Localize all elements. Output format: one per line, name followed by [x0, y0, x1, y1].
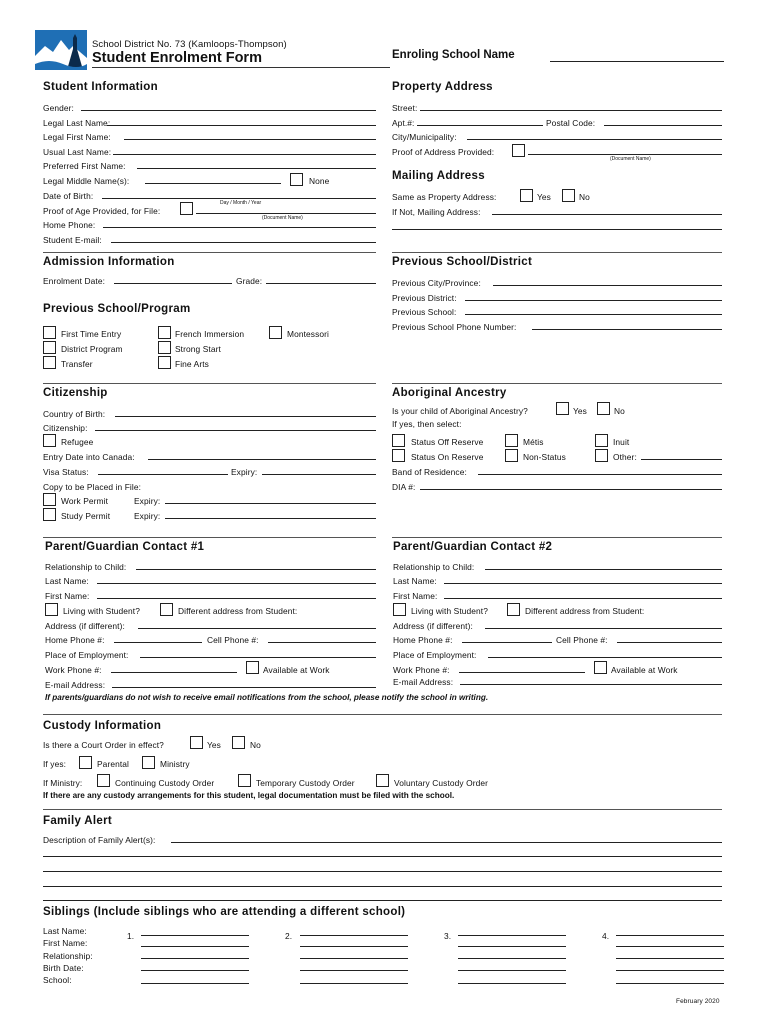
g1-different-label: Different address from Student:: [178, 606, 298, 616]
g2-work-label: Work Phone #:: [393, 665, 450, 675]
citizenship-rule: [43, 383, 376, 384]
proof-age-doc-hint: (Document Name): [262, 215, 303, 221]
grade-label: Grade:: [236, 276, 263, 286]
g1-available-label: Available at Work: [263, 665, 330, 675]
g1-cell-label: Cell Phone #:: [207, 635, 259, 645]
g1-home-label: Home Phone #:: [45, 635, 105, 645]
fine-arts-label: Fine Arts: [175, 359, 209, 369]
g1-available-checkbox[interactable]: [246, 661, 259, 674]
family-alert-line-1[interactable]: [171, 842, 722, 843]
g1-address-label: Address (if different):: [45, 621, 125, 631]
strong-start-label: Strong Start: [175, 344, 221, 354]
custody-rule: [43, 714, 722, 715]
study-permit-label: Study Permit: [61, 511, 111, 521]
prev-city-label: Previous City/Province:: [392, 278, 481, 288]
mailing-address-field[interactable]: [492, 214, 722, 215]
g1-work-field[interactable]: [111, 672, 237, 673]
postal-field[interactable]: [604, 125, 722, 126]
voluntary-checkbox[interactable]: [376, 774, 389, 787]
g1-relationship-field[interactable]: [136, 569, 376, 570]
title-rule: [92, 67, 390, 68]
other-field[interactable]: [641, 459, 722, 460]
g2-work-field[interactable]: [459, 672, 585, 673]
admission-title: Admission Information: [43, 256, 175, 268]
none-label: None: [309, 176, 330, 186]
aboriginal-rule: [392, 383, 722, 384]
sib-last-label: Last Name:: [43, 926, 87, 936]
aboriginal-no-checkbox[interactable]: [597, 402, 610, 415]
sib-3-school[interactable]: [458, 983, 566, 984]
sib-3-relationship[interactable]: [458, 958, 566, 959]
custody-if-yes-label: If yes:: [43, 759, 67, 769]
legal-last-label: Legal Last Name:: [43, 118, 111, 128]
street-label: Street:: [392, 103, 418, 113]
proof-address-checkbox[interactable]: [512, 144, 525, 157]
legal-middle-field[interactable]: [145, 183, 281, 184]
proof-address-doc-hint: (Document Name): [610, 156, 651, 162]
g2-different-label: Different address from Student:: [525, 606, 645, 616]
sib-1-relationship[interactable]: [141, 958, 249, 959]
entry-date-label: Entry Date into Canada:: [43, 452, 135, 462]
sib-school-label: School:: [43, 975, 72, 985]
french-checkbox[interactable]: [158, 326, 171, 339]
country-field[interactable]: [115, 416, 376, 417]
custody-legal-note: If there are any custody arrangements for this student, legal documentation must be filed with the school.: [43, 791, 455, 800]
proof-address-label: Proof of Address Provided:: [392, 147, 495, 157]
city-label: City/Municipality:: [392, 132, 457, 142]
student-email-label: Student E-mail:: [43, 235, 102, 245]
work-expiry-label: Expiry:: [134, 496, 161, 506]
email-notification-note: If parents/guardians do not wish to receive email notifications from the school, please notify the school in writing.: [45, 693, 489, 702]
sib-4-number: 4.: [602, 931, 610, 941]
dob-field[interactable]: [102, 198, 376, 199]
if-not-label: If Not, Mailing Address:: [392, 207, 481, 217]
family-alert-line-5[interactable]: [43, 900, 722, 901]
voluntary-label: Voluntary Custody Order: [394, 778, 489, 788]
legal-last-field[interactable]: [107, 125, 376, 126]
strong-start-checkbox[interactable]: [158, 341, 171, 354]
ministry-label: Ministry: [160, 759, 190, 769]
copy-label: Copy to be Placed in File:: [43, 482, 142, 492]
aboriginal-title: Aboriginal Ancestry: [392, 387, 507, 399]
proof-age-label: Proof of Age Provided, for File:: [43, 206, 161, 216]
sib-3-birth[interactable]: [458, 970, 566, 971]
g2-living-label: Living with Student?: [411, 606, 488, 616]
g1-first-label: First Name:: [45, 591, 90, 601]
g2-home-label: Home Phone #:: [393, 635, 453, 645]
sib-4-birth[interactable]: [616, 970, 724, 971]
district-logo: [35, 30, 87, 70]
metis-label: Métis: [523, 437, 544, 447]
enrol-date-field[interactable]: [114, 283, 232, 284]
usual-last-label: Usual Last Name:: [43, 147, 112, 157]
sib-3-last[interactable]: [458, 935, 566, 936]
g2-last-field[interactable]: [444, 583, 722, 584]
aboriginal-no-label: No: [614, 406, 625, 416]
other-checkbox[interactable]: [595, 449, 608, 462]
enroling-school-label: Enroling School Name: [392, 49, 515, 61]
home-phone-label: Home Phone:: [43, 220, 96, 230]
first-time-checkbox[interactable]: [43, 326, 56, 339]
g2-employment-label: Place of Employment:: [393, 650, 477, 660]
proof-age-checkbox[interactable]: [180, 202, 193, 215]
apt-label: Apt.#:: [392, 118, 415, 128]
gender-label: Gender:: [43, 103, 74, 113]
sib-2-first[interactable]: [300, 946, 408, 947]
g2-address-field[interactable]: [485, 628, 722, 629]
same-yes-checkbox[interactable]: [520, 189, 533, 202]
guardian1-title: Parent/Guardian Contact #1: [45, 541, 205, 553]
off-reserve-checkbox[interactable]: [392, 434, 405, 447]
usual-last-field[interactable]: [113, 154, 376, 155]
court-yes-checkbox[interactable]: [190, 736, 203, 749]
entry-date-field[interactable]: [148, 459, 376, 460]
court-no-checkbox[interactable]: [232, 736, 245, 749]
legal-first-field[interactable]: [124, 139, 376, 140]
sib-4-first[interactable]: [616, 946, 724, 947]
fine-arts-checkbox[interactable]: [158, 356, 171, 369]
g1-living-label: Living with Student?: [63, 606, 140, 616]
property-address-title: Property Address: [392, 81, 493, 93]
g1-employment-label: Place of Employment:: [45, 650, 129, 660]
prev-phone-field[interactable]: [532, 329, 722, 330]
g1-last-field[interactable]: [97, 583, 376, 584]
prev-school-title: Previous School/District: [392, 256, 533, 268]
family-rule: [43, 809, 722, 810]
study-permit-checkbox[interactable]: [43, 508, 56, 521]
enrol-date-label: Enrolment Date:: [43, 276, 106, 286]
g2-last-label: Last Name:: [393, 576, 437, 586]
same-no-checkbox[interactable]: [562, 189, 575, 202]
g2-email-label: E-mail Address:: [393, 677, 454, 687]
grade-field[interactable]: [266, 283, 376, 284]
g2-available-checkbox[interactable]: [594, 661, 607, 674]
transfer-checkbox[interactable]: [43, 356, 56, 369]
ministry-checkbox[interactable]: [142, 756, 155, 769]
enroling-school-field[interactable]: [550, 61, 724, 62]
first-time-label: First Time Entry: [61, 329, 122, 339]
mailing-address-field-2[interactable]: [392, 229, 722, 230]
district-program-checkbox[interactable]: [43, 341, 56, 354]
g1-employment-field[interactable]: [140, 657, 376, 658]
g2-cell-field[interactable]: [617, 642, 722, 643]
g1-living-checkbox[interactable]: [45, 603, 58, 616]
sib-3-first[interactable]: [458, 946, 566, 947]
band-field[interactable]: [478, 474, 722, 475]
none-checkbox[interactable]: [290, 173, 303, 186]
sib-1-birth[interactable]: [141, 970, 249, 971]
guardian2-rule: [392, 537, 722, 538]
non-status-checkbox[interactable]: [505, 449, 518, 462]
sib-4-relationship[interactable]: [616, 958, 724, 959]
sib-2-relationship[interactable]: [300, 958, 408, 959]
same-no-label: No: [579, 192, 590, 202]
study-expiry-label: Expiry:: [134, 511, 161, 521]
g2-relationship-field[interactable]: [485, 569, 722, 570]
same-yes-label: Yes: [537, 192, 551, 202]
family-alert-description-label: Description of Family Alert(s):: [43, 835, 156, 845]
street-field[interactable]: [420, 110, 722, 111]
footer-date: February 2020: [676, 998, 720, 1005]
prev-program-title: Previous School/Program: [43, 303, 191, 315]
g2-different-checkbox[interactable]: [507, 603, 520, 616]
continuing-label: Continuing Custody Order: [115, 778, 215, 788]
prev-phone-label: Previous School Phone Number:: [392, 322, 517, 332]
country-label: Country of Birth:: [43, 409, 106, 419]
dia-field[interactable]: [420, 489, 722, 490]
work-expiry-field[interactable]: [165, 503, 376, 504]
g1-address-field[interactable]: [138, 628, 376, 629]
dob-label: Date of Birth:: [43, 191, 94, 201]
french-label: French Immersion: [175, 329, 245, 339]
prev-school-label: Previous School:: [392, 307, 457, 317]
sib-3-number: 3.: [444, 931, 452, 941]
transfer-label: Transfer: [61, 359, 93, 369]
postal-label: Postal Code:: [546, 118, 596, 128]
prev-district-field[interactable]: [465, 300, 722, 301]
admission-rule: [43, 252, 376, 253]
on-reserve-label: Status On Reserve: [411, 452, 484, 462]
g2-home-field[interactable]: [462, 642, 552, 643]
district-name: School District No. 73 (Kamloops-Thompson): [92, 39, 287, 50]
form-title: Student Enrolment Form: [92, 50, 262, 66]
family-alert-line-4[interactable]: [43, 886, 722, 887]
preferred-first-label: Preferred First Name:: [43, 161, 126, 171]
city-field[interactable]: [467, 139, 722, 140]
g2-email-field[interactable]: [460, 684, 722, 685]
siblings-title: Siblings (Include siblings who are attending a different school): [43, 906, 406, 918]
prev-district-label: Previous District:: [392, 293, 457, 303]
g1-different-checkbox[interactable]: [160, 603, 173, 616]
mailing-address-title: Mailing Address: [392, 170, 485, 182]
prev-school-rule: [392, 252, 722, 253]
parental-checkbox[interactable]: [79, 756, 92, 769]
court-no-label: No: [250, 740, 261, 750]
refugee-label: Refugee: [61, 437, 94, 447]
student-info-title: Student Information: [43, 81, 158, 93]
metis-checkbox[interactable]: [505, 434, 518, 447]
student-email-field[interactable]: [111, 242, 376, 243]
aboriginal-question: Is your child of Aboriginal Ancestry?: [392, 406, 528, 416]
family-alert-line-3[interactable]: [43, 871, 722, 872]
sib-4-school[interactable]: [616, 983, 724, 984]
refugee-checkbox[interactable]: [43, 434, 56, 447]
home-phone-field[interactable]: [103, 227, 376, 228]
g1-home-field[interactable]: [114, 642, 202, 643]
visa-field[interactable]: [98, 474, 228, 475]
proof-address-field[interactable]: [528, 154, 722, 155]
prev-school-field[interactable]: [465, 314, 722, 315]
court-yes-label: Yes: [207, 740, 221, 750]
custody-title: Custody Information: [43, 720, 162, 732]
sib-1-first[interactable]: [141, 946, 249, 947]
temporary-label: Temporary Custody Order: [256, 778, 355, 788]
g1-work-label: Work Phone #:: [45, 665, 102, 675]
visa-expiry-field[interactable]: [262, 474, 376, 475]
same-address-label: Same as Property Address:: [392, 192, 497, 202]
citizenship-field[interactable]: [95, 430, 376, 431]
aboriginal-yes-label: Yes: [573, 406, 587, 416]
band-label: Band of Residence:: [392, 467, 467, 477]
prev-city-field[interactable]: [493, 285, 722, 286]
work-permit-label: Work Permit: [61, 496, 109, 506]
g2-relationship-label: Relationship to Child:: [393, 562, 475, 572]
study-expiry-field[interactable]: [165, 518, 376, 519]
temporary-checkbox[interactable]: [238, 774, 251, 787]
aboriginal-yes-checkbox[interactable]: [556, 402, 569, 415]
sib-1-school[interactable]: [141, 983, 249, 984]
if-yes-select: If yes, then select:: [392, 419, 462, 429]
dia-label: DIA #:: [392, 482, 416, 492]
sib-2-last[interactable]: [300, 935, 408, 936]
montessori-label: Montessori: [287, 329, 329, 339]
parental-label: Parental: [97, 759, 129, 769]
legal-middle-label: Legal Middle Name(s):: [43, 176, 130, 186]
sib-2-number: 2.: [285, 931, 293, 941]
family-alert-line-2[interactable]: [43, 856, 722, 857]
g2-employment-field[interactable]: [488, 657, 722, 658]
court-order-label: Is there a Court Order in effect?: [43, 740, 164, 750]
dob-hint: Day / Month / Year: [220, 200, 262, 206]
gender-field[interactable]: [81, 110, 376, 111]
sib-relationship-label: Relationship:: [43, 951, 93, 961]
on-reserve-checkbox[interactable]: [392, 449, 405, 462]
non-status-label: Non-Status: [523, 452, 566, 462]
montessori-checkbox[interactable]: [269, 326, 282, 339]
other-label: Other:: [613, 452, 637, 462]
sib-birth-label: Birth Date:: [43, 963, 84, 973]
g2-first-label: First Name:: [393, 591, 438, 601]
g1-relationship-label: Relationship to Child:: [45, 562, 127, 572]
sib-2-school[interactable]: [300, 983, 408, 984]
g1-first-field[interactable]: [97, 598, 376, 599]
continuing-checkbox[interactable]: [97, 774, 110, 787]
sib-1-last[interactable]: [141, 935, 249, 936]
sib-1-number: 1.: [127, 931, 135, 941]
district-program-label: District Program: [61, 344, 123, 354]
off-reserve-label: Status Off Reserve: [411, 437, 484, 447]
g1-last-label: Last Name:: [45, 576, 89, 586]
family-alert-title: Family Alert: [43, 815, 113, 827]
g1-cell-field[interactable]: [268, 642, 376, 643]
work-permit-checkbox[interactable]: [43, 493, 56, 506]
citizenship-title: Citizenship: [43, 387, 108, 399]
guardian1-rule: [43, 537, 376, 538]
sib-2-birth[interactable]: [300, 970, 408, 971]
visa-label: Visa Status:: [43, 467, 89, 477]
sib-first-label: First Name:: [43, 938, 88, 948]
g1-email-field[interactable]: [112, 687, 376, 688]
legal-first-label: Legal First Name:: [43, 132, 111, 142]
inuit-checkbox[interactable]: [595, 434, 608, 447]
proof-age-field[interactable]: [196, 213, 376, 214]
visa-expiry-label: Expiry:: [231, 467, 258, 477]
inuit-label: Inuit: [613, 437, 630, 447]
g2-cell-label: Cell Phone #:: [556, 635, 608, 645]
sib-4-last[interactable]: [616, 935, 724, 936]
apt-field[interactable]: [417, 125, 543, 126]
g2-address-label: Address (if different):: [393, 621, 473, 631]
citizenship-label: Citizenship:: [43, 423, 88, 433]
g2-first-field[interactable]: [444, 598, 722, 599]
g2-available-label: Available at Work: [611, 665, 678, 675]
if-ministry-label: If Ministry:: [43, 778, 83, 788]
preferred-first-field[interactable]: [137, 168, 376, 169]
guardian2-title: Parent/Guardian Contact #2: [393, 541, 553, 553]
g2-living-checkbox[interactable]: [393, 603, 406, 616]
g1-email-label: E-mail Address:: [45, 680, 106, 690]
